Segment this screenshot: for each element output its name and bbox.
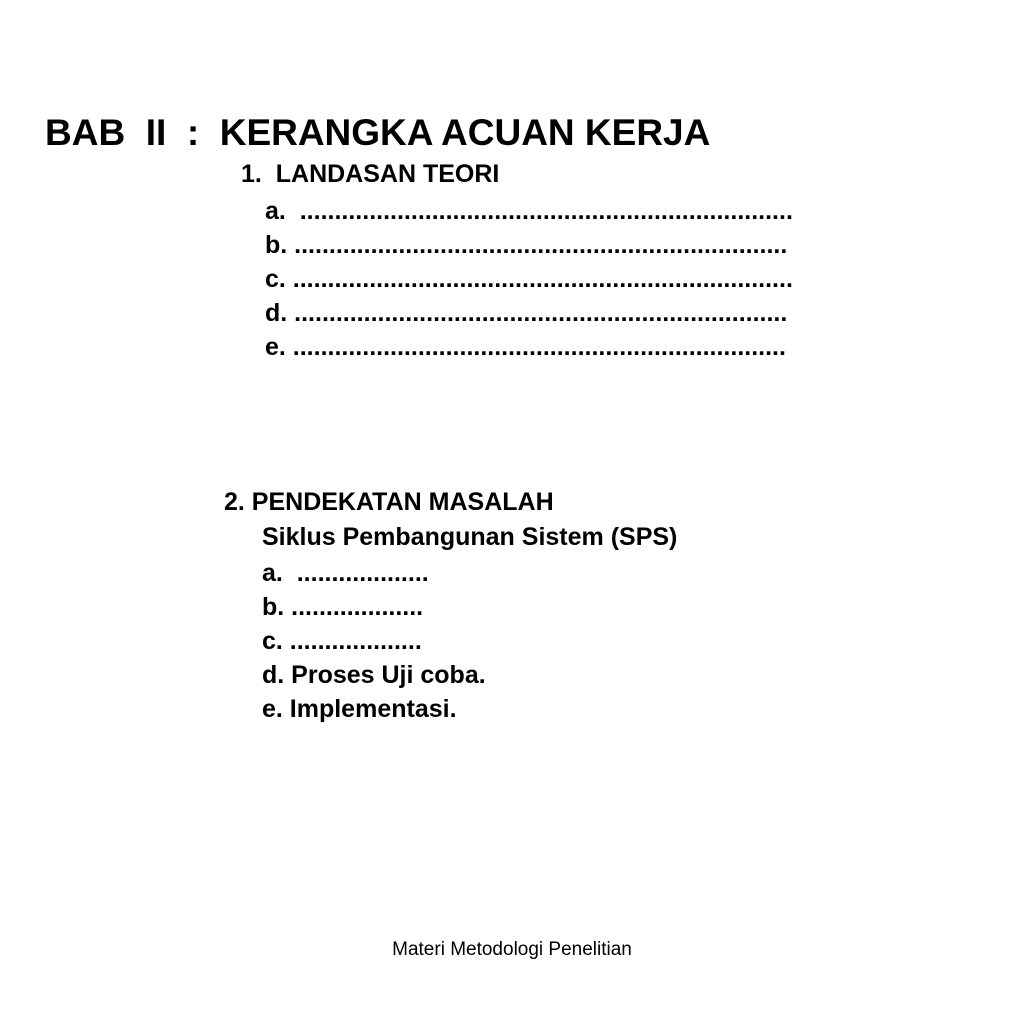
list-item: a. .......................................................................: [265, 197, 793, 225]
list-item: b. .......................................................................: [265, 231, 788, 259]
page-title: BAB II : KERANGKA ACUAN KERJA: [45, 112, 711, 153]
list-item: e. Implementasi.: [262, 695, 457, 723]
section-heading-landasan-teori: 1. LANDASAN TEORI: [241, 160, 500, 188]
list-item: b. ...................: [262, 593, 424, 621]
footer: [0, 938, 1024, 962]
list-item: d. Proses Uji coba.: [262, 661, 486, 689]
list-item: c. ........................................................................: [265, 265, 793, 293]
list-item: a. ...................: [262, 559, 429, 587]
list-item: c. ...................: [262, 627, 422, 655]
list-item: e. .......................................................................: [265, 333, 786, 361]
list-item: d. .......................................................................: [265, 299, 788, 327]
section-heading-pendekatan-masalah: 2. PENDEKATAN MASALAH: [224, 488, 554, 516]
section-subheading: Siklus Pembangunan Sistem (SPS): [262, 523, 678, 551]
footer-text: Materi Metodologi Penelitian: [392, 939, 632, 960]
